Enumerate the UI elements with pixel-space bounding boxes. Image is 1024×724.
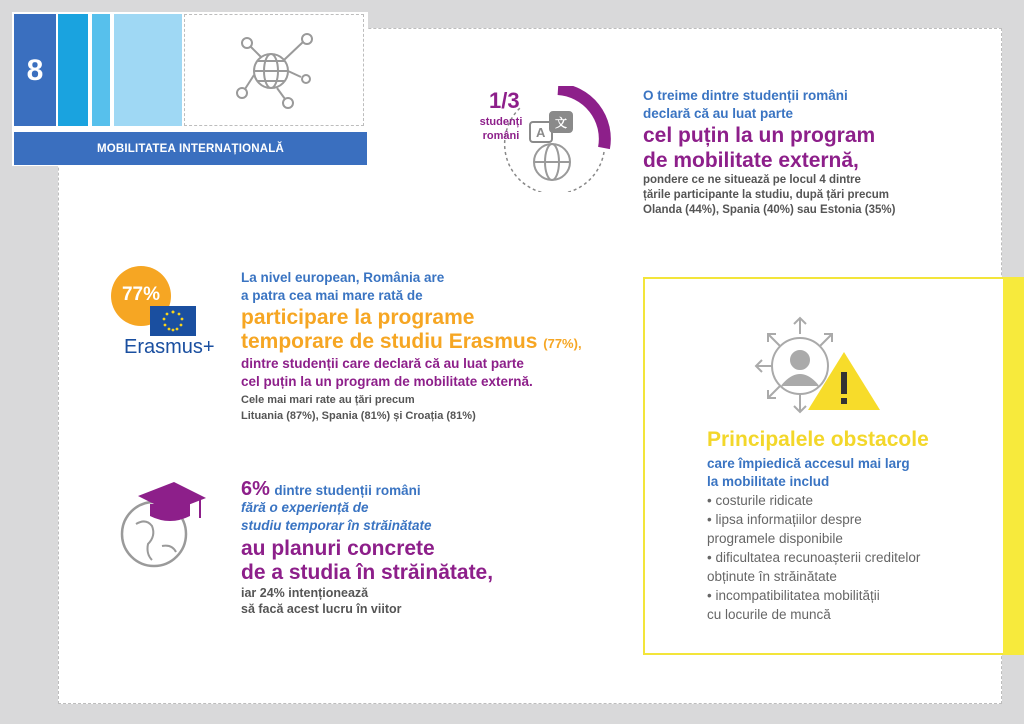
obstacle-item: obținute în străinătate xyxy=(707,569,837,584)
s1-headline2: de mobilitate externă, xyxy=(643,149,859,172)
s3-headline2-suffix: , xyxy=(487,561,494,584)
s1-detail2: țările participante la studiu, după țări precum xyxy=(643,189,890,201)
header-stripe-1 xyxy=(58,14,88,126)
obstacles-panel-edge xyxy=(1003,277,1024,655)
s2-headline1: participare la programe xyxy=(241,306,475,329)
percent-badge-value: 77% xyxy=(121,284,161,305)
s2-detail2: Lituania (87%), Spania (81%) și Croația (81%) xyxy=(241,410,476,422)
s3-line1: dintre studenții români xyxy=(274,483,421,498)
person-warning-icon xyxy=(748,312,882,420)
section-number: 8 xyxy=(14,14,56,126)
obstacles-title: Principalele obstacole xyxy=(707,428,929,451)
s3-detail1: iar 24% intenționează xyxy=(241,586,369,600)
header-stripe-2 xyxy=(92,14,110,126)
s2-line3: dintre studenții care declară că au luat parte xyxy=(241,356,524,371)
obstacle-item: • costurile ridicate xyxy=(707,493,814,508)
s2-line2: a patra cea mai mare rată de xyxy=(241,288,423,303)
s1-detail1: pondere ce ne situează pe locul 4 dintre xyxy=(643,174,861,186)
obstacle-item: • incompatibilitatea mobilității xyxy=(707,588,880,603)
s3-percent: 6% xyxy=(241,478,270,500)
s1-line1: O treime dintre studenții români xyxy=(643,88,848,103)
fraction-value: 1/3 xyxy=(489,88,520,113)
section-title: MOBILITATEA INTERNAȚIONALĂ xyxy=(14,132,367,165)
s3-line3: studiu temporar în străinătate xyxy=(241,518,432,533)
s2-headline2 xyxy=(241,330,582,354)
s1-line2: declară că au luat parte xyxy=(643,106,794,121)
s3-detail2: să facă acest lucru în viitor xyxy=(241,602,402,616)
network-globe-icon-box xyxy=(184,14,364,126)
s3-headline2 xyxy=(241,561,493,585)
obstacle-item: • dificultatea recunoașterii creditelor xyxy=(707,550,921,565)
s1-detail3: Olanda (44%), Spania (40%) sau Estonia (35%) xyxy=(643,204,896,216)
s3-percent-line xyxy=(241,478,421,501)
obstacles-subtitle2: la mobilitate includ xyxy=(707,474,830,489)
svg-text:文: 文 xyxy=(555,116,568,130)
s3-headline2-text: de a studia în străinătate xyxy=(241,561,488,584)
erasmus-logo: Erasmus+ xyxy=(124,336,215,358)
s1-headline1: cel puțin la un program xyxy=(643,124,876,147)
fraction-label-1: studenți xyxy=(479,116,523,128)
s2-headline2-text: temporare de studiu Erasmus xyxy=(241,330,538,353)
network-globe-icon xyxy=(185,15,365,127)
obstacle-item: programele disponibile xyxy=(707,531,843,546)
svg-text:A: A xyxy=(536,125,546,140)
obstacles-subtitle1: care împiedică accesul mai larg xyxy=(707,456,910,471)
s3-headline1: au planuri concrete xyxy=(241,537,435,560)
obstacle-item: • lipsa informațiilor despre xyxy=(707,512,862,527)
s2-line4: cel puțin la un program de mobilitate externă. xyxy=(241,374,533,389)
s3-line2: fără o experiență de xyxy=(241,500,369,515)
s2-detail1: Cele mai mari rate au țări precum xyxy=(241,394,415,406)
graduation-globe-icon xyxy=(116,476,206,572)
s2-headline2-suffix: (77%), xyxy=(543,336,582,351)
header-stripe-3 xyxy=(114,14,182,126)
fraction-label-2: români xyxy=(482,130,520,142)
eu-flag-icon xyxy=(150,306,196,336)
obstacle-item: cu locurile de muncă xyxy=(707,607,831,622)
s2-line1: La nivel european, România are xyxy=(241,270,445,285)
